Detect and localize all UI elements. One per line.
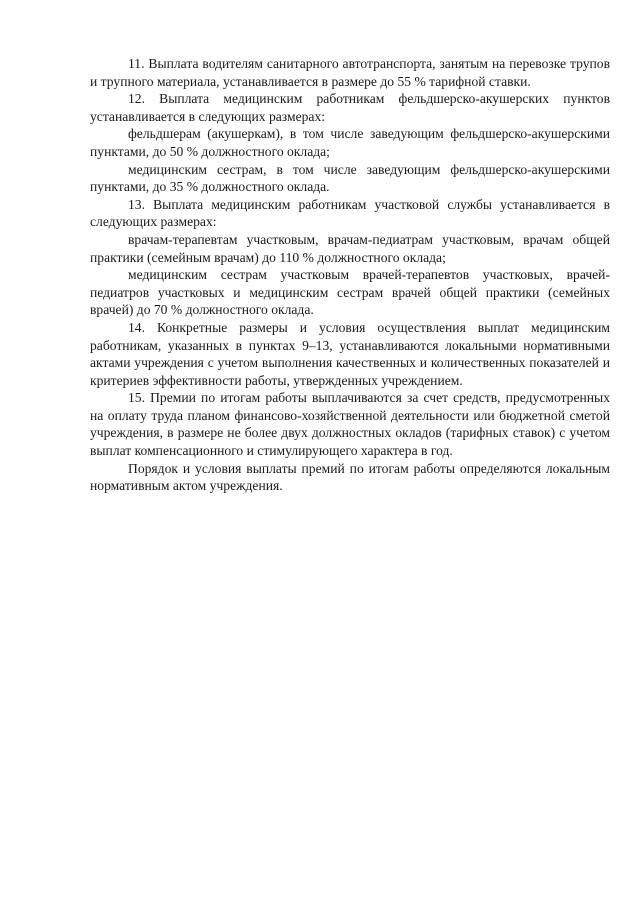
paragraph-13-doctors: врачам-терапевтам участковым, врачам-педиатрам участковым, врачам общей практики (семейным врачам) до 110 % должностного оклада; [90, 231, 610, 265]
paragraph-13-nurses: медицинским сестрам участковым врачей-терапевтов участковых, врачей-педиатров участковых и медицинским сестрам врачей общей практики (семейных врачей) до 70 % должностного оклада. [90, 267, 610, 318]
paragraph-14: 14. Конкретные размеры и условия осуществления выплат медицинским работникам, указанных в пунктах 9–13, устанавливаются локальными нормативными актами учреждения с учетом выполнения качественных и количественных показателей и критериев эффективности работы, утвержденных учреждением. [90, 319, 610, 388]
paragraph-15: 15. Премии по итогам работы выплачиваются за счет средств, предусмотренных на оплату труда планом финансово-хозяйственной деятельности или бюджетной сметой учреждения, в размере не более двух должностных окладов (тарифных ставок) с учетом выплат компенсационного и стимулирующего характера в год. [90, 390, 610, 459]
paragraph-12: 12. Выплата медицинским работникам фельдшерско-акушерских пунктов устанавливается в следующих размерах: [90, 91, 610, 124]
paragraph-11: 11. Выплата водителям санитарного автотранспорта, занятым на перевозке трупов и трупного материала, устанавливается в размере до 55 % тарифной ставки. [90, 56, 610, 89]
document-page [90, 55, 610, 495]
paragraph-12-nurses: медицинским сестрам, в том числе заведующим фельдшерско-акушерскими пунктами, до 35 % должностного оклада. [90, 161, 610, 195]
paragraph-12-feldshers: фельдшерам (акушеркам), в том числе заведующим фельдшерско-акушерскими пунктами, до 50 % должностного оклада; [90, 126, 610, 159]
paragraph-bonus-order: Порядок и условия выплаты премий по итогам работы определяются локальным нормативным актом учреждения. [90, 460, 610, 494]
paragraph-13: 13. Выплата медицинским работникам участковой службы устанавливается в следующих размерах: [90, 196, 610, 230]
